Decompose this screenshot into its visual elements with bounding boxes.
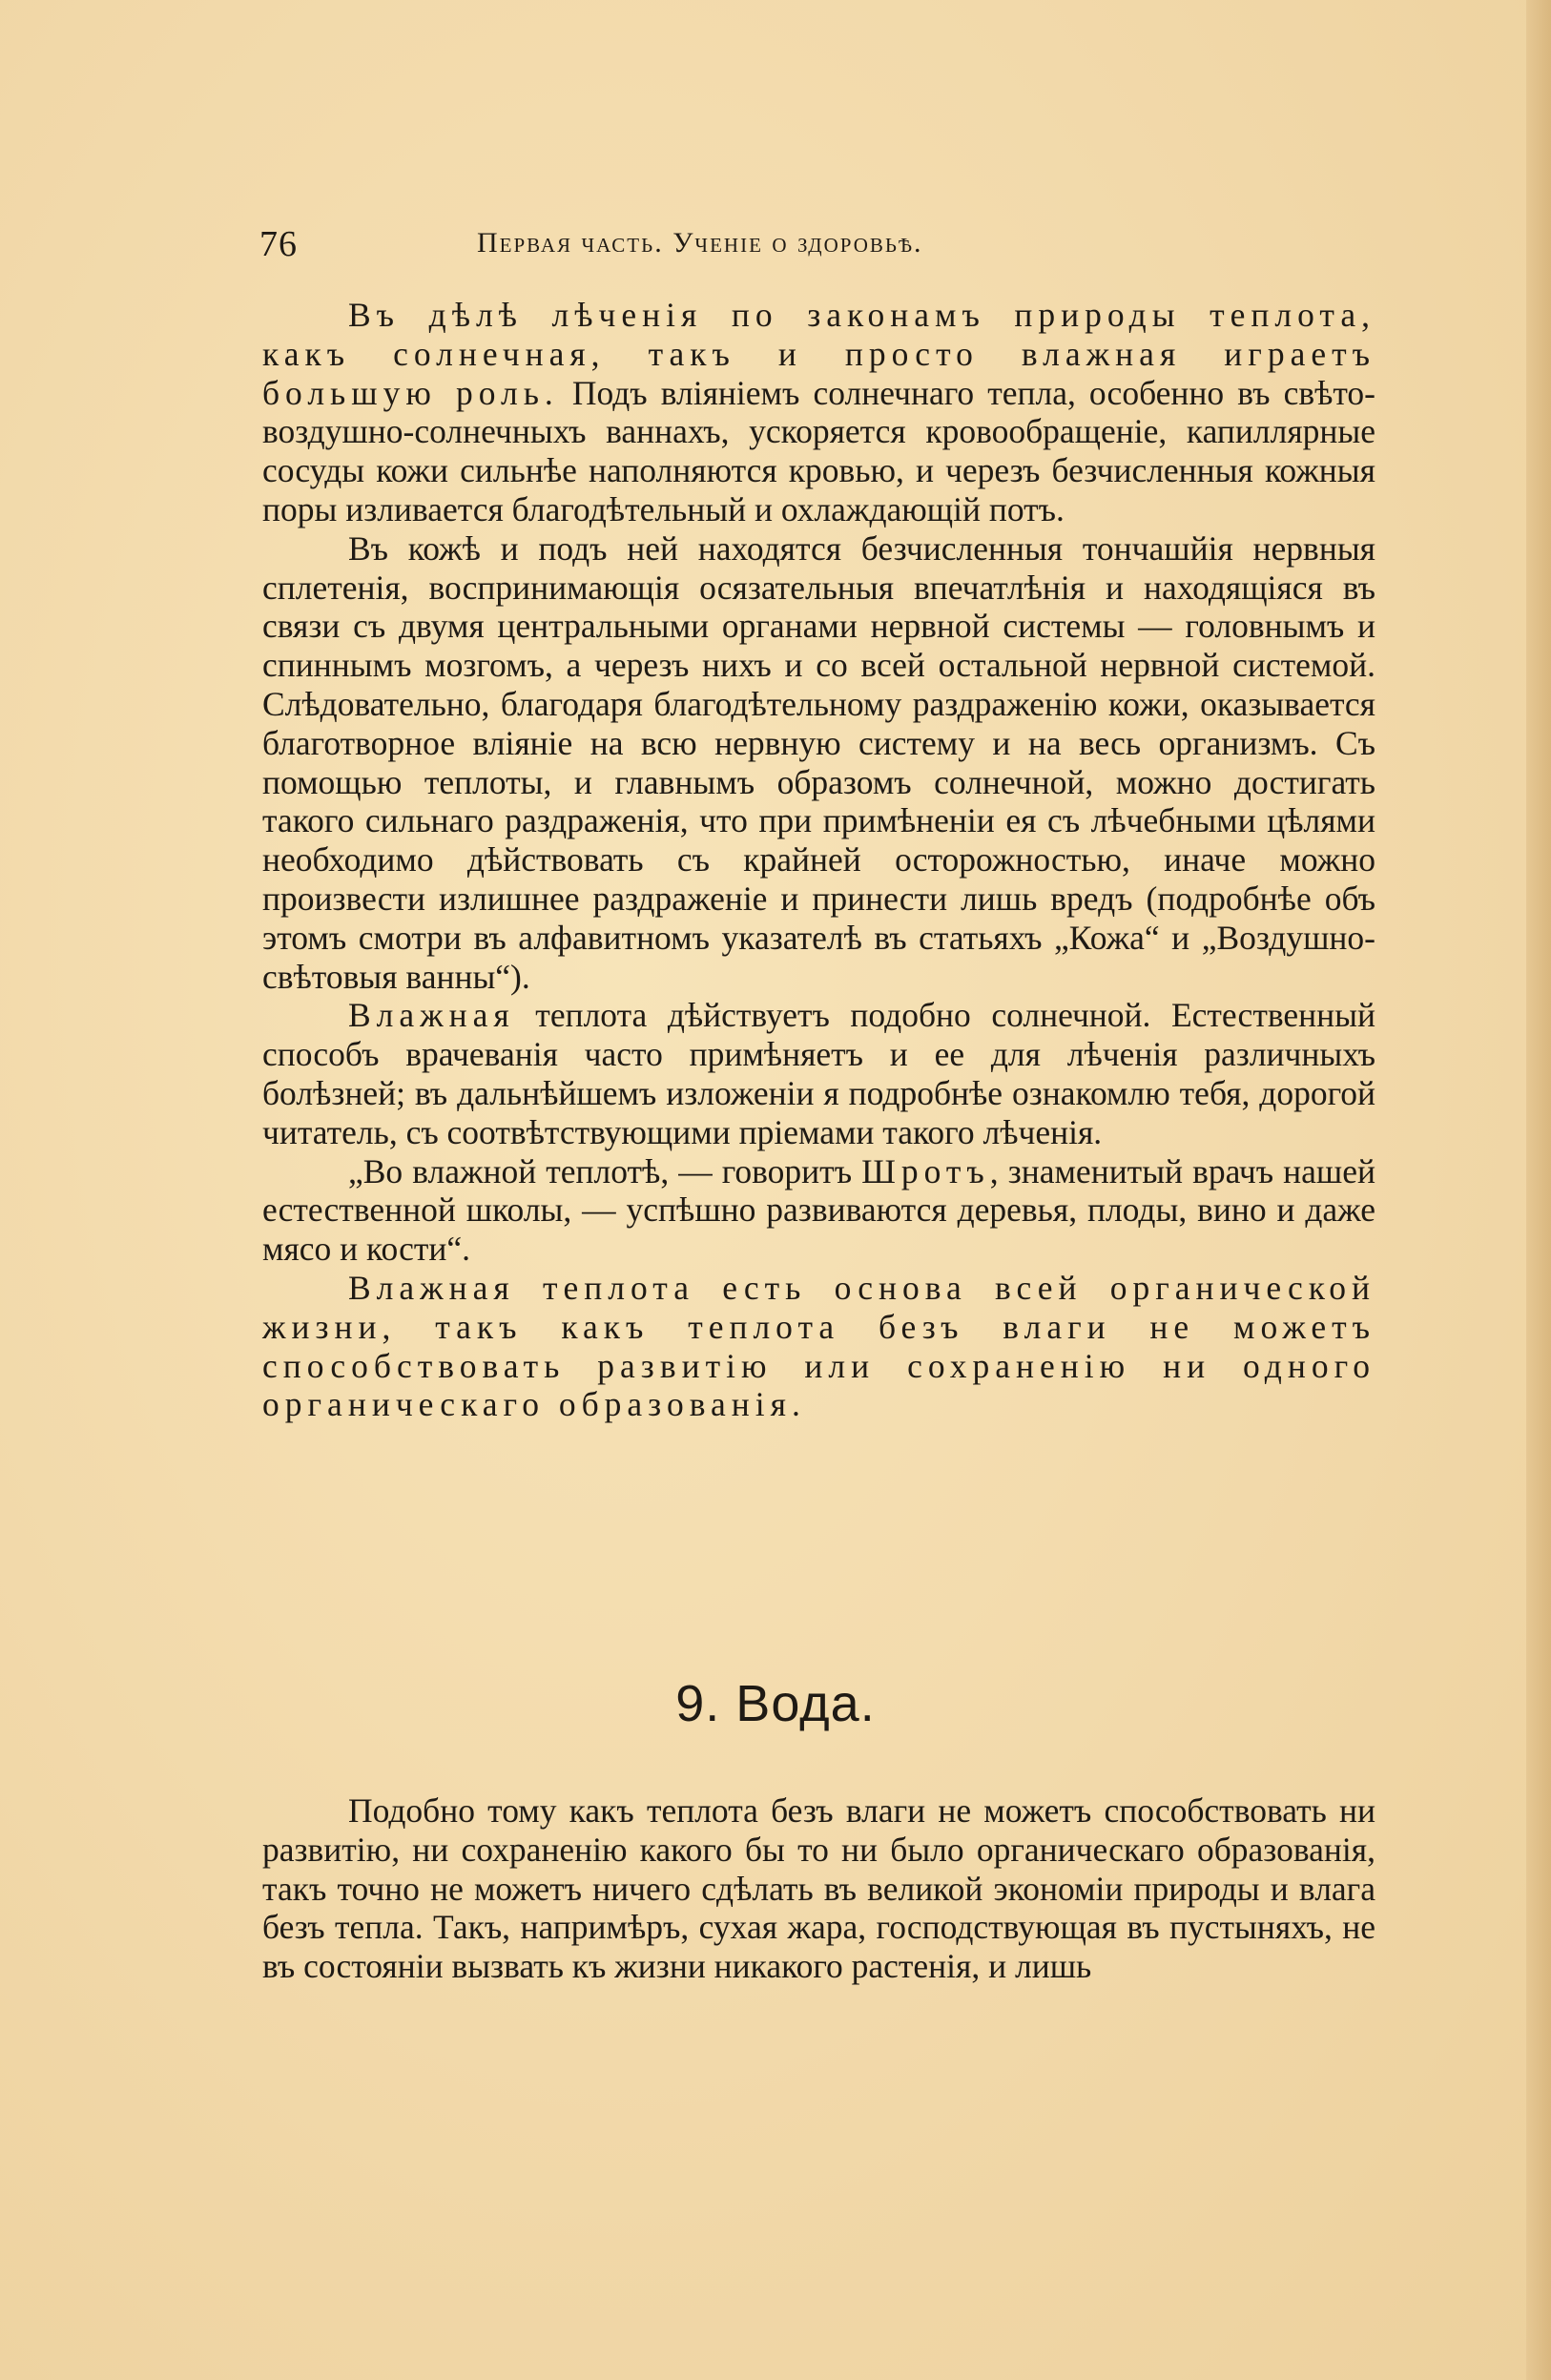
spaced-emphasis: Влажная bbox=[348, 996, 515, 1035]
paragraph-4 bbox=[262, 1152, 1375, 1269]
paragraph-2 bbox=[262, 529, 1375, 997]
paragraph-text: „Во влажной теплотѣ, — говоритъ bbox=[348, 1151, 862, 1190]
paragraph-text: , знаменитый врачъ нашей естественной школы, — успѣшно развиваются деревья, плоды, вино и даже мясо и кости“. bbox=[262, 1151, 1375, 1269]
section-text bbox=[262, 1791, 1375, 1986]
paragraph-1 bbox=[262, 296, 1375, 529]
spaced-emphasis: Влажная теплота есть основа всей органической жизни, такъ какъ теплота безъ влаги не можетъ способствовать развитію или сохраненію ни одного органическаго образованія. bbox=[262, 1268, 1375, 1424]
running-title: Первая часть. Ученіе о здоровьѣ. bbox=[477, 227, 923, 259]
page-header bbox=[259, 217, 1375, 275]
page-edge-shadow bbox=[1526, 0, 1551, 2380]
spaced-emphasis: Шротъ bbox=[861, 1151, 990, 1190]
spaced-emphasis: Въ дѣлѣ лѣченія по законамъ природы теплота, какъ солнечная, такъ и просто влажная играетъ большую роль. bbox=[262, 296, 1375, 412]
paragraph-5 bbox=[262, 1269, 1375, 1424]
section-paragraph: Подобно тому какъ теплота безъ влаги не можетъ способствовать ни развитію, ни сохраненію какого бы то ни было органическаго образованія, такъ точно не можетъ ничего сдѣлать въ великой экономіи природы и влага безъ тепла. Такъ, напримѣръ, сухая жара, господствующая въ пустыняхъ, не въ состояніи вызвать къ жизни никакого растенія, и лишь bbox=[262, 1791, 1375, 1986]
paragraph-text: теплота дѣйствуетъ подобно солнечной. Естественный способъ врачеванія часто примѣняетъ и ее для лѣченія различныхъ болѣзней; въ дальнѣйшемъ изложеніи я подробнѣе ознакомлю тебя, дорогой читатель, съ соотвѣтствующими пріемами такого лѣченія. bbox=[262, 996, 1375, 1151]
section-title: 9. Вода. bbox=[675, 1675, 876, 1733]
main-text bbox=[262, 296, 1375, 1424]
paragraph-text: Въ кожѣ и подъ ней находятся безчисленныя тончашйія нервныя сплетенія, воспринимающія осязательныя впечатлѣнія и находящіяся въ связи съ двумя центральными органами нервной системы — головнымъ и спиннымъ мозгомъ, а черезъ нихъ и со всей остальной нервной системой. Слѣдовательно, благодаря благодѣтельному раздраженію кожи, оказывается благотворное вліяніе на всю нервную систему и на весь организмъ. Съ помощью теплоты, и главнымъ образомъ солнечной, можно достигать такого сильнаго раздраженія, что при примѣненіи ея съ лѣчебными цѣлями необходимо дѣйствовать съ крайней осторожностью, иначе можно произвести излишнее раздраженіе и принести лишь вредъ (подробнѣе объ этомъ смотри въ алфавитномъ указателѣ въ статьяхъ „Кожа“ и „Воздушно-свѣтовыя ванны“). bbox=[262, 528, 1375, 996]
page-number: 76 bbox=[259, 224, 298, 264]
paragraph-3 bbox=[262, 996, 1375, 1151]
paragraph-text: Подъ вліяніемъ солнечнаго тепла, особенно въ свѣто-воздушно-солнечныхъ ваннахъ, ускоряется кровообращеніе, капиллярные сосуды кожи сильнѣе наполняются кровью, и черезъ безчисленныя кожныя поры изливается благодѣтельный и охлаждающій потъ. bbox=[262, 373, 1375, 528]
